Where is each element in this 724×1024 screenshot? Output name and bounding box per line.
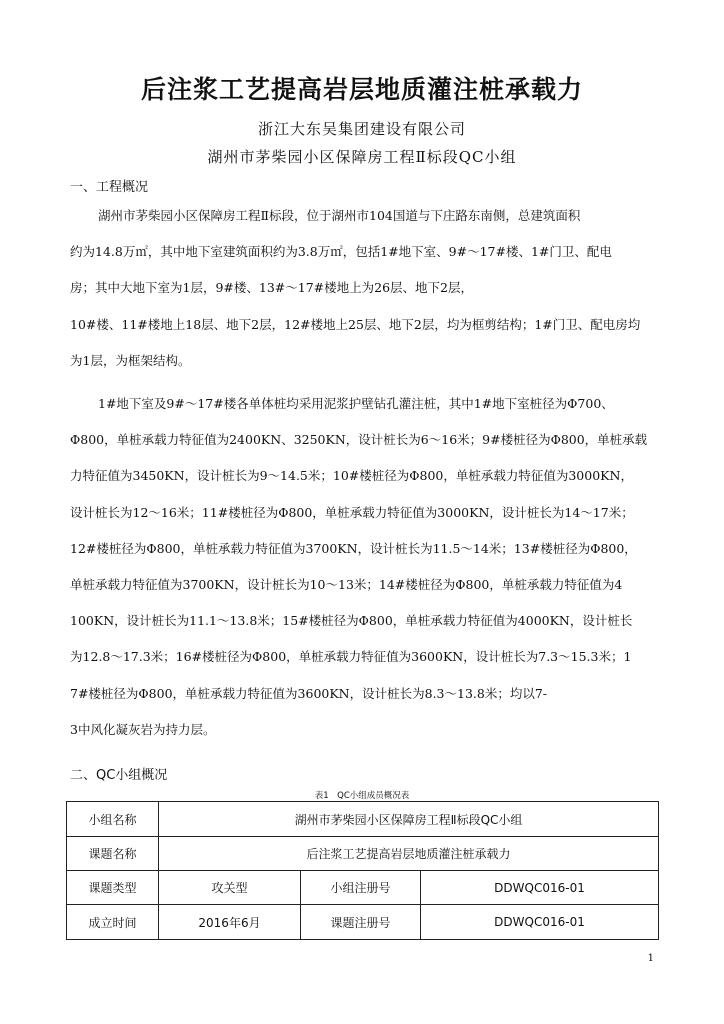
paragraph-line: Φ800，单桩承载力特征值为2400KN、3250KN，设计桩长为6～16米；9#楼桩径为Φ800，单桩承载 (70, 432, 648, 448)
paragraph-line: 力特征值为3450KN，设计桩长为9～14.5米；10#楼桩径为Φ800，单桩承载力特征值为3000KN， (70, 468, 633, 484)
table-cell-value: DDWQC016-01 (421, 905, 659, 940)
paragraph-line: 7#楼桩径为Φ800，单桩承载力特征值为3600KN，设计桩长为8.3～13.8米；均以7- (70, 685, 548, 701)
table-cell-label: 课题注册号 (301, 905, 421, 940)
paragraph-line: 约为14.8万㎡，其中地下室建筑面积约为3.8万㎡，包括1#地下室、9#～17#楼、1#门卫、配电 (70, 244, 612, 260)
table-caption: 表1 QC小组成员概况表 (314, 791, 410, 801)
table-row (67, 871, 659, 905)
paragraph-line: 3中风化凝灰岩为持力层。 (70, 721, 216, 737)
paragraph-line: 为12.8～17.3米；16#楼桩径为Φ800，单桩承载力特征值为3600KN，设计桩长为7.3～15.3米；1 (70, 649, 632, 665)
paragraph-line: 房；其中大地下室为1层，9#楼、13#～17#楼地上为26层、地下2层， (70, 280, 473, 296)
page-number: 1 (647, 953, 654, 964)
paragraph-line: 单桩承载力特征值为3700KN，设计桩长为10～13米；14#楼桩径为Φ800，单桩承载力特征值为4 (70, 577, 623, 593)
paragraph-line: 湖州市茅柴园小区保障房工程Ⅱ标段，位于湖州市104国道与下庄路东南侧，总建筑面积 (98, 208, 581, 223)
table-cell-value: 湖州市茅柴园小区保障房工程Ⅱ标段QC小组 (159, 802, 659, 837)
company-name: 浙江大东吴集团建设有限公司 (257, 120, 466, 138)
table-cell-value: 攻关型 (159, 871, 301, 905)
paragraph-pile-details (70, 386, 656, 748)
table-cell-label: 小组注册号 (301, 871, 421, 905)
paragraph-line: 12#楼桩径为Φ800，单桩承载力特征值为3700KN，设计桩长为11.5～14米；13#楼桩径为Φ800， (70, 540, 637, 556)
paragraph-line: 设计桩长为12～16米；11#楼桩径为Φ800，单桩承载力特征值为3000KN，设计桩长为14～17米； (70, 504, 634, 520)
qc-group-table (66, 801, 659, 940)
section-heading-qc-group: 二、QC小组概况 (70, 768, 168, 783)
paragraph-line: 为1层，为框架结构。 (70, 352, 191, 368)
table-row (67, 837, 659, 871)
table-cell-value: DDWQC016-01 (421, 871, 659, 905)
table-cell-label: 课题名称 (67, 837, 159, 871)
table-cell-value: 后注浆工艺提高岩层地质灌注桩承载力 (159, 837, 659, 871)
document-title: 后注浆工艺提高岩层地质灌注桩承载力 (140, 75, 583, 104)
section-heading-project-overview: 一、工程概况 (70, 180, 149, 195)
table-row (67, 905, 659, 940)
qc-group-name: 湖州市茅柴园小区保障房工程Ⅱ标段QC小组 (207, 148, 517, 166)
paragraph-project-overview (70, 198, 656, 379)
table-cell-label: 课题类型 (67, 871, 159, 905)
table-row (67, 802, 659, 837)
paragraph-line: 100KN，设计桩长为11.1～13.8米；15#楼桩径为Φ800，单桩承载力特征值为4000KN，设计桩长 (70, 613, 633, 629)
paragraph-line: 10#楼、11#楼地上18层、地下2层，12#楼地上25层、地下2层，均为框剪结构；1#门卫、配电房均 (70, 316, 641, 332)
table-cell-label: 成立时间 (67, 905, 159, 940)
table-cell-label: 小组名称 (67, 802, 159, 837)
table-cell-value: 2016年6月 (159, 905, 301, 940)
paragraph-line: 1#地下室及9#～17#楼各单体桩均采用泥浆护壁钻孔灌注桩，其中1#地下室桩径为Φ700、 (98, 396, 614, 411)
